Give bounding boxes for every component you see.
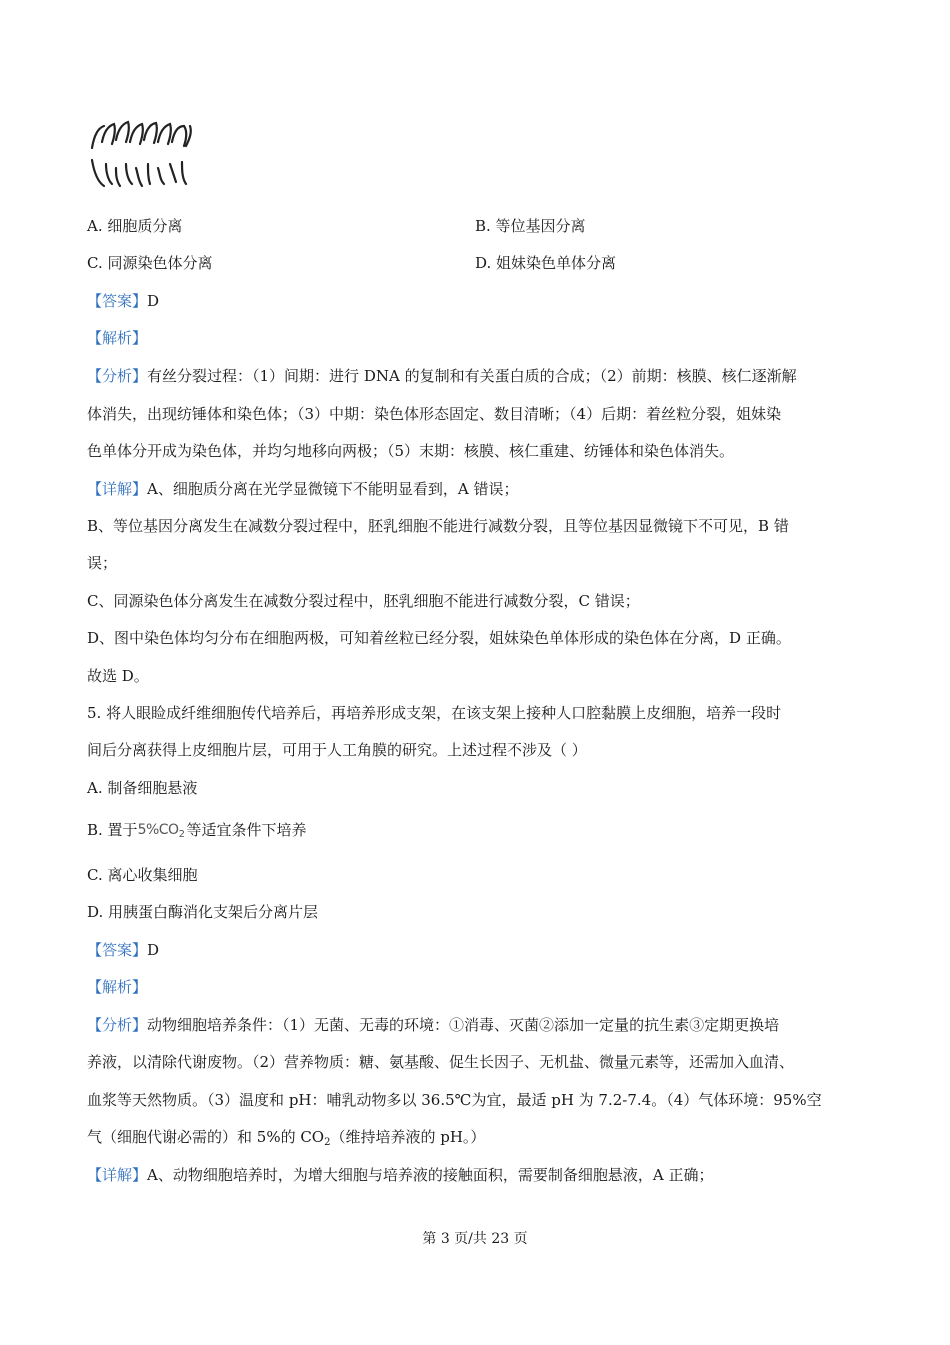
co2-formula-image (138, 820, 185, 845)
q4-option-a: A. 细胞质分离 (87, 217, 183, 235)
q5-fenxi-line-3: 血浆等天然物质。（3）温度和 pH：哺乳动物多以 36.5℃为宜，最适 pH 为 7.2-7.4。（4）气体环境：95%空 (87, 1091, 822, 1109)
q4-answer (87, 291, 159, 311)
q5-fenxi-line-4 (87, 1127, 485, 1153)
answer-tag: 【答案】 (87, 941, 148, 959)
q4-conclusion: 故选 D。 (87, 667, 149, 685)
answer-tag: 【答案】 (87, 292, 148, 310)
fenxi-tag: 【分析】 (87, 1016, 148, 1034)
formula-subscript: 2 (178, 829, 185, 840)
option-b-suffix: 等适宜条件下培养 (186, 821, 307, 839)
fenxi-l4-suffix: （维持培养液的 pH。） (330, 1128, 486, 1146)
q4-xiangjie-b-2: 误； (87, 554, 118, 572)
q5-stem-line-1: 5. 将人眼睑成纤维细胞传代培养后，再培养形成支架，在该支架上接种人口腔黏膜上皮细胞，培养一段时 (87, 704, 782, 722)
option-b-prefix: B. 置于 (87, 821, 138, 839)
q5-option-b (87, 820, 306, 845)
fenxi-tag: 【分析】 (87, 367, 148, 385)
q4-xiangjie-a (87, 479, 518, 499)
fenxi-l4-prefix: 气（细胞代谢必需的）和 5%的 CO (87, 1128, 325, 1146)
answer-value: D (147, 292, 160, 310)
q5-option-d: D. 用胰蛋白酶消化支架后分离片层 (87, 903, 319, 921)
xiangjie-tag: 【详解】 (87, 480, 148, 498)
q4-option-d: D. 姐妹染色单体分离 (475, 254, 617, 272)
q5-option-a: A. 制备细胞悬液 (87, 779, 198, 797)
q4-xiangjie-d: D、图中染色体均匀分布在细胞两极，可知着丝粒已经分裂，姐妹染色单体形成的染色体在分离，D 正确。 (87, 629, 791, 647)
q5-fenxi-line-2: 养液，以清除代谢废物。（2）营养物质：糖、氨基酸、促生长因子、无机盐、微量元素等，还需加入血清、 (87, 1053, 795, 1071)
fenxi-text: 动物细胞培养条件：（1）无菌、无毒的环境：①消毒、灭菌②添加一定量的抗生素③定期更换培 (147, 1016, 780, 1034)
q5-xiangjie-a (87, 1165, 713, 1185)
q5-analysis-tag: 【解析】 (87, 978, 148, 996)
q4-xiangjie-b-1: B、等位基因分离发生在减数分裂过程中，胚乳细胞不能进行减数分裂，且等位基因显微镜下不可见，B 错 (87, 517, 789, 535)
q5-option-c: C. 离心收集细胞 (87, 866, 198, 884)
q5-answer (87, 940, 159, 960)
q4-analysis-tag: 【解析】 (87, 329, 148, 347)
chromosome-figure (86, 112, 198, 194)
answer-value: D (147, 941, 160, 959)
q5-fenxi-line-1 (87, 1015, 779, 1035)
formula-text: 5%CO (137, 822, 179, 838)
xiangjie-text: A、细胞质分离在光学显微镜下不能明显看到，A 错误； (147, 480, 519, 498)
q4-option-b: B. 等位基因分离 (475, 217, 586, 235)
xiangjie-tag: 【详解】 (87, 1166, 148, 1184)
q4-xiangjie-c: C、同源染色体分离发生在减数分裂过程中，胚乳细胞不能进行减数分裂，C 错误； (87, 592, 640, 610)
q5-stem-line-2: 间后分离获得上皮细胞片层，可用于人工角膜的研究。上述过程不涉及（ ） (87, 741, 587, 759)
page-footer: 第 3 页/共 23 页 (422, 1231, 528, 1247)
q4-option-c: C. 同源染色体分离 (87, 254, 213, 272)
fenxi-text: 有丝分裂过程：（1）间期：进行 DNA 的复制和有关蛋白质的合成；（2）前期：核膜、核仁逐渐解 (147, 367, 797, 385)
co2-subscript: 2 (324, 1137, 331, 1148)
q4-fenxi-line-1 (87, 366, 797, 386)
q4-fenxi-line-2: 体消失，出现纺锤体和染色体；（3）中期：染色体形态固定、数目清晰；（4）后期：着丝粒分裂，姐妹染 (87, 405, 782, 423)
xiangjie-text: A、动物细胞培养时，为增大细胞与培养液的接触面积，需要制备细胞悬液，A 正确； (147, 1166, 714, 1184)
q4-fenxi-line-3: 色单体分开成为染色体，并均匀地移向两极；（5）末期：核膜、核仁重建、纺锤体和染色体消失。 (87, 442, 735, 460)
